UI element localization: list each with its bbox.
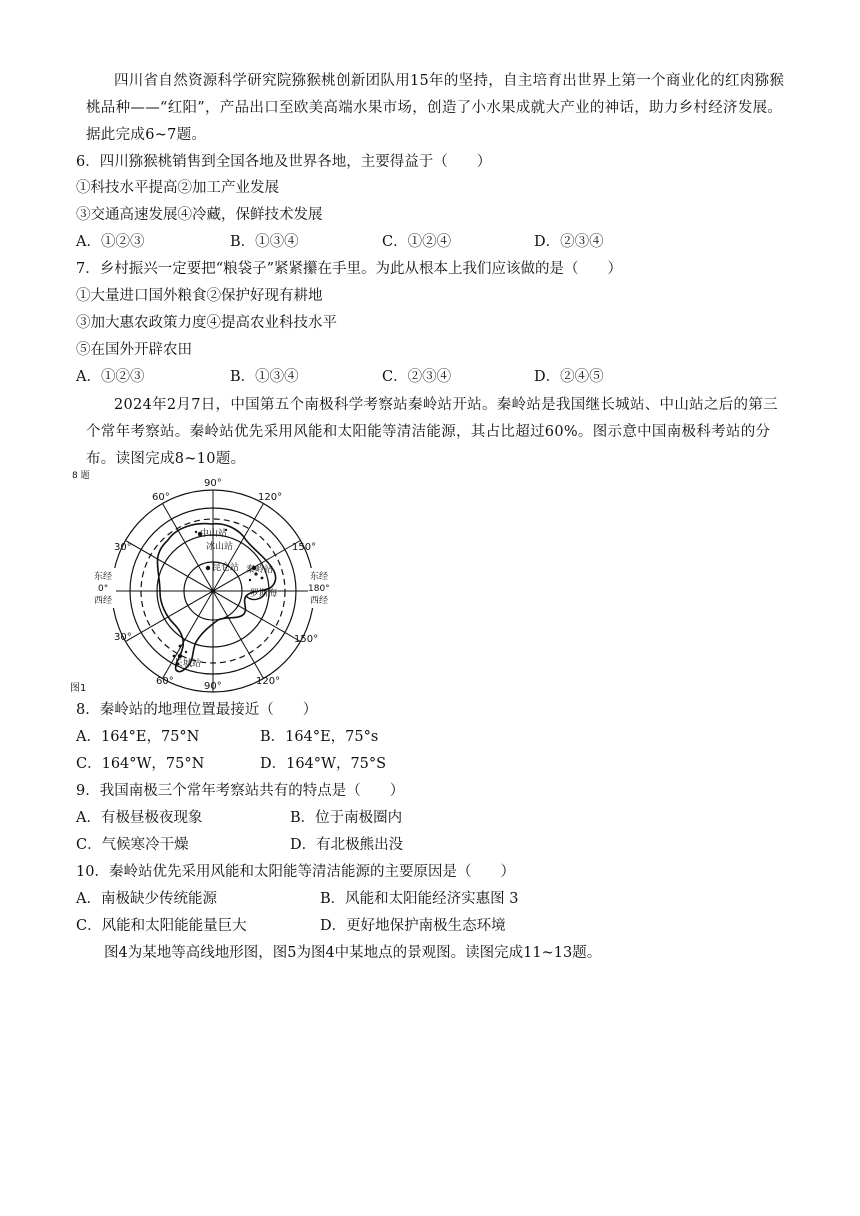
map-top-cut-label: 8 题 — [72, 471, 90, 481]
label-east-right: 东经 — [310, 572, 329, 582]
kunlun-station-marker — [206, 566, 210, 570]
label-east-left: 东经 — [94, 572, 113, 582]
q6-stem: 6．四川猕猴桃销售到全国各地及世界各地，主要得益于（ ） — [76, 154, 492, 170]
q9-stem: 9．我国南极三个常年考察站共有的特点是（ ） — [76, 783, 405, 799]
q6-line1: ①科技水平提高②加工产业发展 — [76, 180, 279, 196]
q6-option-b: B．①③④ — [230, 234, 299, 250]
lon-30-top: 30° — [114, 542, 132, 553]
q9-option-c: C．气候寒冷干燥 — [76, 837, 189, 853]
q10-option-c: C．风能和太阳能能量巨大 — [76, 918, 247, 934]
q7-option-a: A．①②③ — [76, 369, 145, 385]
lon-90-top: 90° — [204, 478, 222, 489]
lon-150-bottom: 150° — [294, 634, 319, 645]
label-west-right: 西经 — [310, 596, 329, 606]
q9-option-a: A．有极昼极夜现象 — [76, 810, 203, 826]
label-qinling: 秦岭站 — [246, 565, 274, 575]
q10-option-a: A．南极缺少传统能源 — [76, 891, 217, 907]
q7-line2: ③加大惠农政策力度④提高农业科技水平 — [76, 315, 337, 331]
label-bingshan: 冰山站 — [206, 542, 234, 552]
label-zhongshan: 中山站 — [200, 529, 228, 539]
passage-kiwi: 四川省自然资源科学研究院猕猴桃创新团队用15年的坚持，自主培育出世界上第一个商业化的红肉猕猴桃品种——“红阳”，产品出口至欧美高端水果市场，创造了小水果成就大产业的神话，助力乡村经济发展。据此完成6~7题。 — [86, 73, 785, 143]
q6-line2: ③交通高速发展④冷藏，保鲜技术发展 — [76, 207, 323, 223]
q8-stem: 8．秦岭站的地理位置最接近（ ） — [76, 702, 318, 718]
label-ross-sea: 罗斯海 — [250, 589, 278, 599]
q7-option-c: C．②③④ — [382, 369, 452, 385]
q8-option-b: B．164°E，75°s — [260, 729, 379, 745]
lon-90-bottom: 90° — [204, 681, 222, 692]
q7-line1: ①大量进口国外粮食②保护好现有耕地 — [76, 288, 323, 304]
q6-option-a: A．①②③ — [76, 234, 145, 250]
changcheng-station-marker — [178, 654, 182, 658]
lon-30-bottom: 30° — [114, 632, 132, 643]
q10-option-d: D．更好地保护南极生态环境 — [320, 918, 506, 934]
label-kunlun: 昆仑站 — [212, 563, 240, 573]
q10-option-b: B．风能和太阳能经济实惠图 3 — [320, 891, 519, 907]
label-west-left: 西经 — [94, 596, 113, 606]
lon-60-bottom: 60° — [156, 676, 174, 687]
lon-60-top: 60° — [152, 492, 170, 503]
q7-line3: ⑤在国外开辟农田 — [76, 342, 192, 358]
q6-option-c: C．①②④ — [382, 234, 452, 250]
q7-option-b: B．①③④ — [230, 369, 299, 385]
q7-option-d: D．②④⑤ — [534, 369, 604, 385]
antarctic-map — [70, 470, 356, 694]
label-changcheng: 长城站 — [174, 659, 202, 669]
label-zero: 0° — [98, 584, 109, 594]
q9-option-d: D．有北极熊出没 — [290, 837, 404, 853]
q8-option-d: D．164°W，75°S — [260, 756, 387, 772]
passage-contour: 图4为某地等高线地形图，图5为图4中某地点的景观图。读图完成11~13题。 — [104, 945, 602, 961]
q8-option-c: C．164°W，75°N — [76, 756, 205, 772]
map-bottom-cut-label: 图1 — [70, 683, 87, 694]
q10-stem: 10．秦岭站优先采用风能和太阳能等清洁能源的主要原因是（ ） — [76, 864, 515, 880]
label-180: 180° — [308, 584, 330, 594]
lon-150-top: 150° — [292, 542, 317, 553]
q7-stem: 7．乡村振兴一定要把“粮袋子”紧紧攥在手里。为此从根本上我们应该做的是（ ） — [76, 261, 623, 277]
q6-option-d: D．②③④ — [534, 234, 604, 250]
lon-120-top: 120° — [258, 492, 283, 503]
q8-option-a: A．164°E，75°N — [76, 729, 200, 745]
passage-antarctic: 2024年2月7日，中国第五个南极科学考察站秦岭站开站。秦岭站是我国继长城站、中山站之后的第三个常年考察站。秦岭站优先采用风能和太阳能等清洁能源，其占比超过60%。图示意中国南极科考站的分布。读图完成8~10题。 — [86, 397, 778, 467]
lon-120-bottom: 120° — [256, 676, 281, 687]
q9-option-b: B．位于南极圈内 — [290, 810, 403, 826]
